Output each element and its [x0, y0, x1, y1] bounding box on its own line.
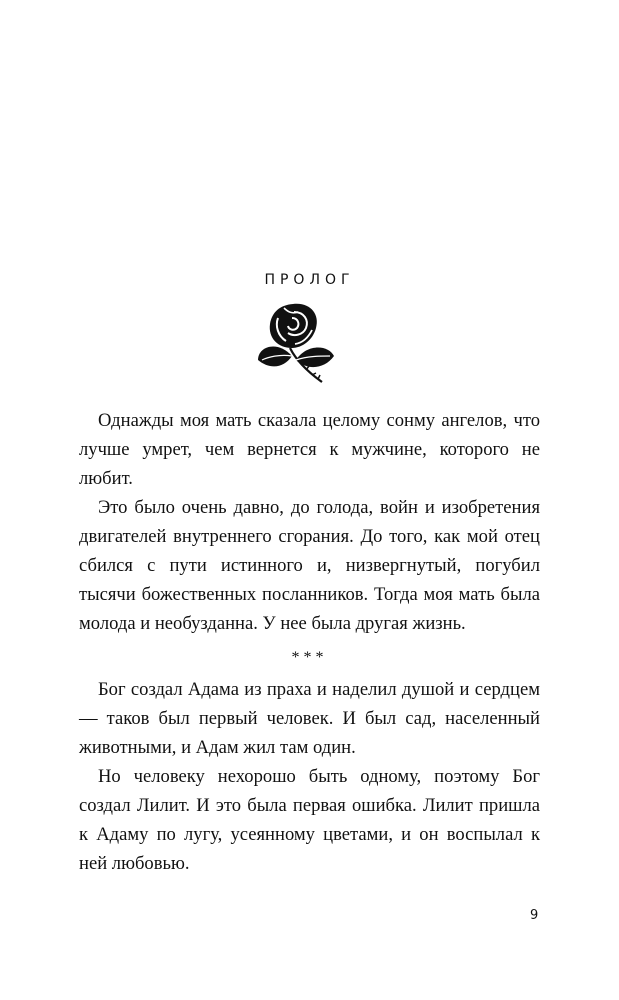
section-1	[79, 406, 540, 638]
section-separator: ***	[291, 649, 328, 666]
rose-icon	[248, 300, 338, 390]
section-2	[79, 675, 540, 878]
paragraph: Это было очень давно, до голода, войн и изобретения двигателей внутреннего сгорания. До того, как мой отец сбился с пути истинного и, низвергнутый, погубил тысячи божественных посланников. Тогда моя мать была молода и необузданна. У нее была другая жизнь.	[79, 497, 540, 634]
paragraph: Бог создал Адама из праха и наделил душой и сердцем — таков был первый человек. И был сад, населенный животными, и Адам жил там один.	[79, 679, 540, 758]
paragraph: Но человеку нехорошо быть одному, поэтому Бог создал Лилит. И это была первая ошибка. Лилит пришла к Адаму по лугу, усеянному цветами, и он воспылал к ней любовью.	[79, 766, 540, 874]
page-number: 9	[530, 908, 539, 923]
chapter-title: ПРОЛОГ	[264, 272, 355, 288]
paragraph: Однажды моя мать сказала целому сонму ангелов, что лучше умрет, чем вернется к мужчине, которого не любит.	[79, 410, 540, 489]
